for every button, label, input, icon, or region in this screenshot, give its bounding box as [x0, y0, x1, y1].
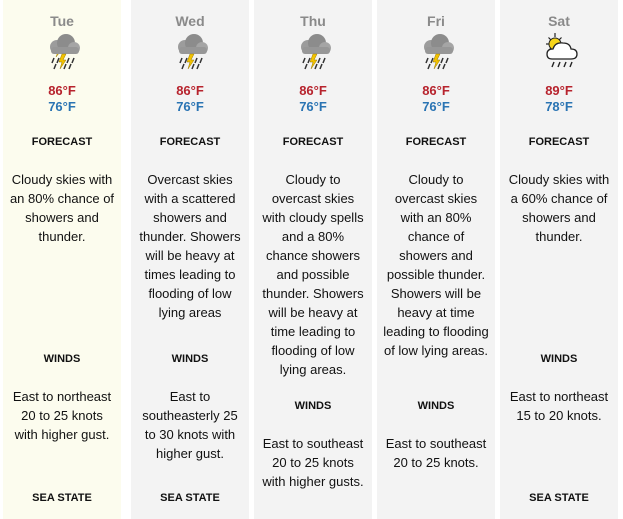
low-temperature: 76°F	[422, 99, 450, 114]
forecast-heading: FORECAST	[528, 136, 590, 148]
winds-heading: WINDS	[171, 353, 209, 365]
low-temperature: 76°F	[299, 99, 327, 114]
forecast-heading: FORECAST	[282, 136, 344, 148]
winds-text: East to southeast 20 to 25 knots with higher gusts.	[262, 436, 364, 489]
forecast-heading: FORECAST	[405, 136, 467, 148]
forecast-column-thu	[254, 0, 372, 519]
low-temperature: 76°F	[176, 99, 204, 114]
forecast-column-sat	[500, 0, 618, 519]
winds-heading: WINDS	[540, 353, 578, 365]
winds-text: East to northeast 15 to 20 knots.	[509, 389, 609, 423]
high-temperature: 86°F	[48, 83, 76, 98]
forecast-text: Cloudy skies with a 60% chance of showers and thunder.	[508, 172, 610, 244]
sea-state-heading: SEA STATE	[160, 492, 220, 504]
thunderstorm-icon	[297, 32, 333, 72]
forecast-heading: FORECAST	[31, 136, 93, 148]
winds-text: East to southeast 20 to 25 knots.	[385, 436, 487, 470]
day-label: Tue	[50, 13, 74, 29]
winds-heading: WINDS	[417, 400, 455, 412]
winds-heading: WINDS	[43, 353, 81, 365]
high-temperature: 86°F	[176, 83, 204, 98]
winds-heading: WINDS	[294, 400, 332, 412]
forecast-text: Cloudy skies with an 80% chance of showers and thunder.	[9, 172, 115, 244]
winds-text: East to southeasterly 25 to 30 knots with higher gust.	[142, 389, 238, 461]
forecast-text: Cloudy to overcast skies with cloudy spells and a 80% chance showers and possible thunder. Showers will be heavy at time leading to flooding of low lying areas.	[262, 172, 364, 377]
high-temperature: 86°F	[422, 83, 450, 98]
partly-sunny-showers-icon	[543, 32, 579, 72]
high-temperature: 89°F	[545, 83, 573, 98]
forecast-heading: FORECAST	[159, 136, 221, 148]
forecast-text: Overcast skies with a scattered showers and thunder. Showers will be heavy at times leading to flooding of low lying areas	[139, 172, 241, 320]
sea-state-heading: SEA STATE	[32, 492, 92, 504]
low-temperature: 78°F	[545, 99, 573, 114]
thunderstorm-icon	[420, 32, 456, 72]
thunderstorm-icon	[46, 32, 82, 72]
forecast-column-fri	[377, 0, 495, 519]
forecast-text: Cloudy to overcast skies with an 80% chance of showers and possible thunder. Showers will be heavy at time leading to flooding of low lying areas.	[383, 172, 489, 358]
sea-state-heading: SEA STATE	[529, 492, 589, 504]
day-label: Fri	[427, 13, 445, 29]
high-temperature: 86°F	[299, 83, 327, 98]
forecast-column-wed	[131, 0, 249, 519]
low-temperature: 76°F	[48, 99, 76, 114]
thunderstorm-icon	[174, 32, 210, 72]
day-label: Wed	[175, 13, 205, 29]
winds-text: East to northeast 20 to 25 knots with higher gust.	[12, 389, 112, 442]
day-label: Thu	[300, 13, 326, 29]
day-label: Sat	[548, 13, 570, 29]
forecast-column-tue	[3, 0, 121, 519]
